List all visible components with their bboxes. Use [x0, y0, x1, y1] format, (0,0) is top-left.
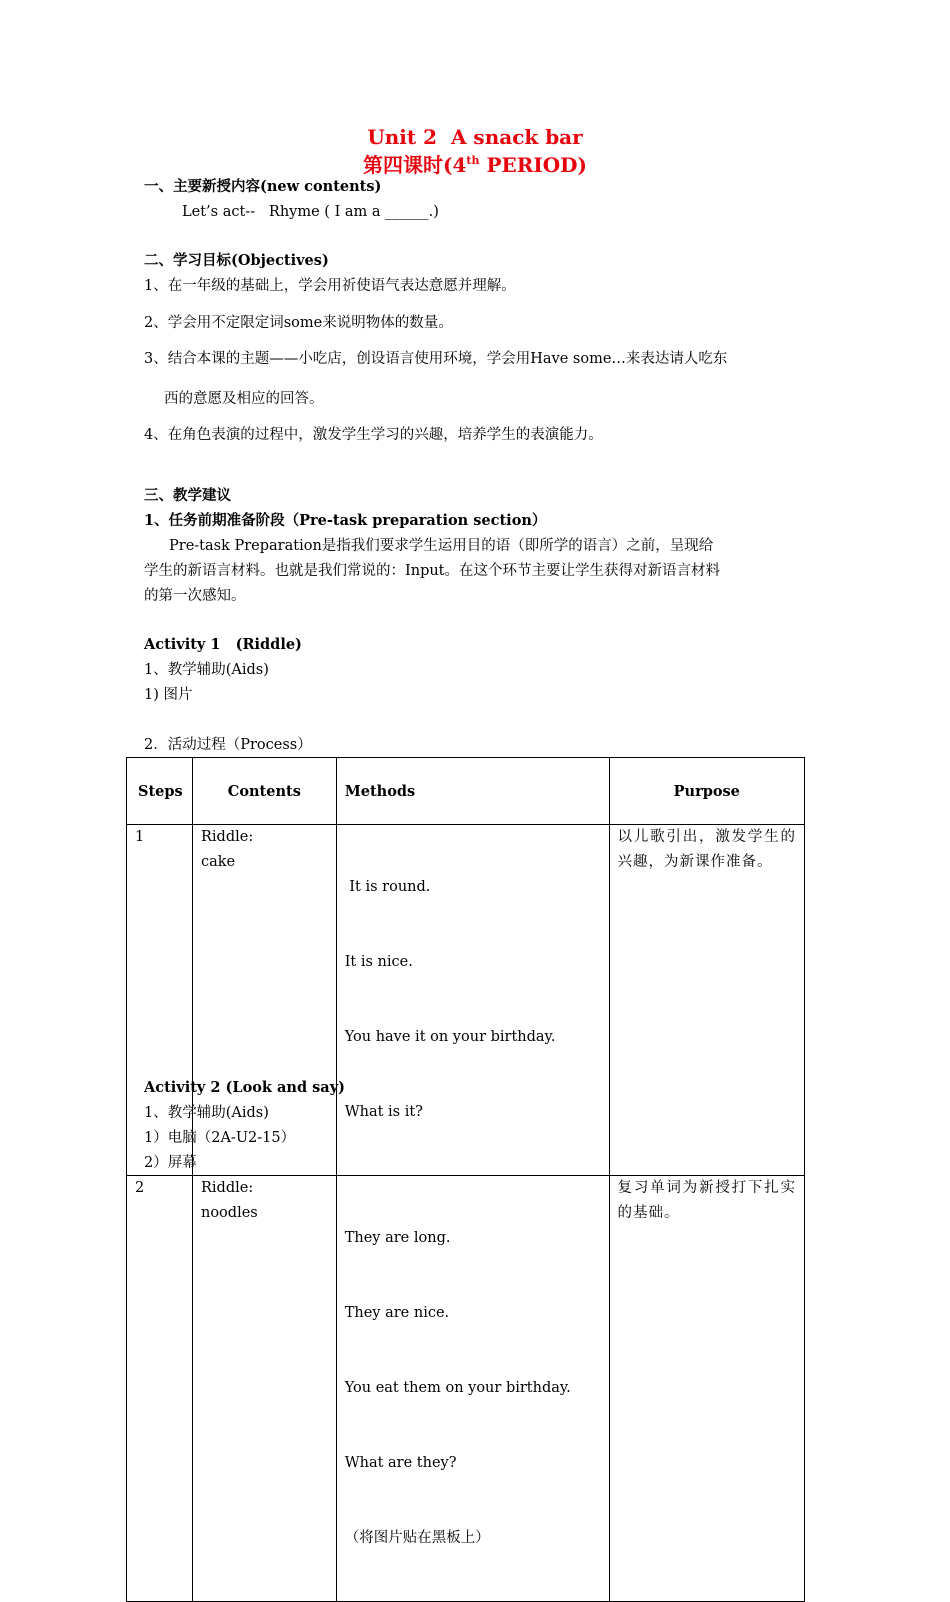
contents-line: noodles — [200, 1205, 258, 1221]
subtitle-suffix: PERIOD) — [479, 153, 587, 177]
contents-line: Riddle: — [200, 1180, 254, 1196]
paragraph-line: 的第一次感知。 — [144, 588, 246, 604]
step-number: 1 — [135, 829, 145, 845]
objective-item: 2、学会用不定限定词some来说明物体的数量。 — [144, 315, 453, 331]
document-title — [0, 125, 950, 149]
activity2-heading: Activity 2 (Look and say) — [144, 1079, 345, 1096]
activity2-aids-label: 1、教学辅助(Aids) — [144, 1105, 269, 1121]
section1-content: Let’s act-- Rhyme ( I am a ______.) — [182, 204, 439, 220]
header-methods-label: Methods — [344, 782, 416, 800]
contents-cell — [192, 1176, 336, 1602]
subtitle-prefix: 第四课时(4 — [363, 153, 467, 177]
header-contents — [192, 758, 336, 825]
objective-item: 4、在角色表演的过程中，激发学生学习的兴趣，培养学生的表演能力。 — [144, 427, 603, 443]
header-purpose-label: Purpose — [673, 782, 740, 800]
section1-heading: 一、主要新授内容(new contents) — [144, 178, 382, 195]
purpose-cell — [609, 1176, 804, 1602]
purpose-text: 以儿歌引出，激发学生的兴趣，为新课作准备。 — [617, 829, 796, 870]
objective-item-continuation: 西的意愿及相应的回答。 — [164, 391, 324, 407]
header-steps-label: Steps — [138, 782, 183, 800]
step-number: 2 — [135, 1180, 145, 1196]
methods-line: They are nice. — [344, 1305, 450, 1321]
process-table — [126, 757, 805, 1602]
document-subtitle — [0, 149, 950, 177]
methods-line: （将图片贴在黑板上） — [344, 1530, 490, 1546]
header-steps — [127, 758, 193, 825]
methods-line: What is it? — [344, 1104, 423, 1120]
section2-heading: 二、学习目标(Objectives) — [144, 252, 329, 269]
step-cell — [127, 1176, 193, 1602]
methods-line: You eat them on your birthday. — [344, 1380, 571, 1396]
methods-cell — [336, 1176, 609, 1602]
subtitle-superscript: th — [466, 154, 480, 167]
activity1-process-label: 2．活动过程（Process） — [144, 737, 312, 753]
paragraph-line: Pre-task Preparation是指我们要求学生运用目的语（即所学的语言）之前，呈现给 — [169, 538, 714, 554]
title-line-1: Unit 2 A snack bar — [367, 125, 583, 149]
activity2-aids-item: 2）屏幕 — [144, 1155, 197, 1171]
table-header-row — [127, 758, 805, 825]
purpose-text: 复习单词为新授打下扎实的基础。 — [617, 1180, 796, 1221]
section3-subheading: 1、任务前期准备阶段（Pre-task preparation section） — [144, 512, 547, 529]
activity2-aids-item: 1）电脑（2A-U2-15） — [144, 1130, 296, 1146]
contents-line: Riddle: — [200, 829, 254, 845]
table-row — [127, 1176, 805, 1602]
contents-line: cake — [200, 854, 236, 870]
paragraph-line: 学生的新语言材料。也就是我们常说的：Input。在这个环节主要让学生获得对新语言材料 — [144, 563, 721, 579]
methods-cell — [336, 825, 609, 1176]
methods-line: What are they? — [344, 1455, 457, 1471]
methods-line: It is round. — [344, 879, 431, 895]
objective-item: 1、在一年级的基础上，学会用祈使语气表达意愿并理解。 — [144, 278, 516, 294]
activity1-aids-item: 1) 图片 — [144, 687, 193, 703]
activity1-heading: Activity 1 (Riddle) — [144, 636, 302, 653]
activity1-aids-label: 1、教学辅助(Aids) — [144, 662, 269, 678]
header-contents-label: Contents — [227, 782, 301, 800]
methods-line: You have it on your birthday. — [344, 1029, 556, 1045]
purpose-cell — [609, 825, 804, 1176]
header-purpose — [609, 758, 804, 825]
header-methods — [336, 758, 609, 825]
objective-item: 3、结合本课的主题——小吃店，创设语言使用环境，学会用Have some…来表达请人吃东 — [144, 351, 728, 367]
methods-line: It is nice. — [344, 954, 413, 970]
section3-heading: 三、教学建议 — [144, 487, 231, 504]
methods-line: They are long. — [344, 1230, 451, 1246]
